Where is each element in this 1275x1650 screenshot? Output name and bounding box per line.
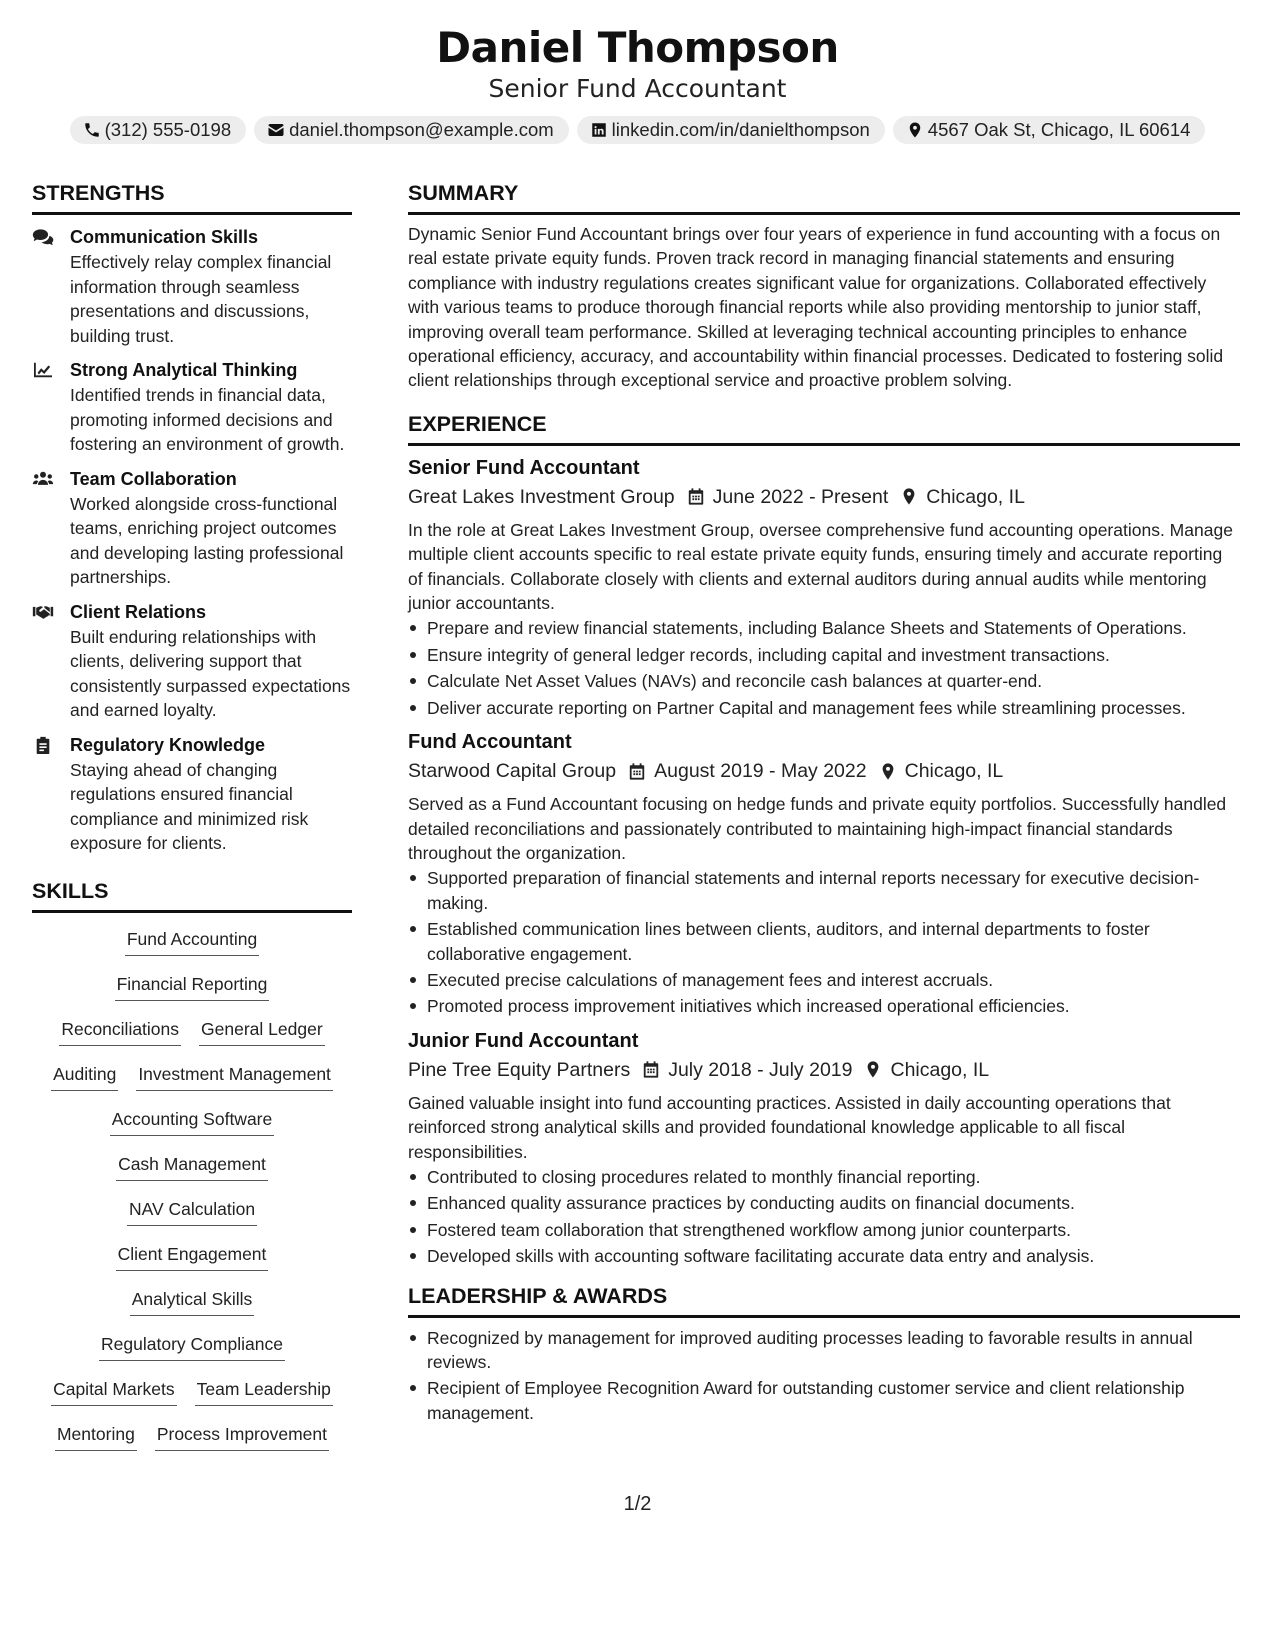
- right-column: [408, 180, 1240, 1427]
- skill-tag: Fund Accounting: [125, 925, 259, 956]
- clipboard-icon: [32, 736, 54, 754]
- address-text: 4567 Oak St, Chicago, IL 60614: [927, 119, 1191, 140]
- strength-description: Effectively relay complex financial information through seamless presentations and discussions, building trust.: [70, 252, 332, 346]
- job-bullet: Prepare and review financial statements, including Balance Sheets and Statements of Operations.: [408, 616, 1240, 640]
- skill-tag: Analytical Skills: [130, 1285, 255, 1316]
- strength-title: Team Collaboration: [70, 468, 237, 489]
- job-bullet: Established communication lines between clients, auditors, and internal departments to foster collaborative engagement.: [408, 917, 1240, 966]
- leadership-heading: LEADERSHIP & AWARDS: [408, 1283, 1240, 1318]
- skill-tag: Accounting Software: [110, 1105, 275, 1136]
- map-marker-icon: [900, 487, 918, 506]
- job-bullets: [408, 616, 1240, 720]
- job-dates: June 2022 - Present: [712, 485, 889, 508]
- contact-phone[interactable]: [70, 116, 247, 144]
- linkedin-text: linkedin.com/in/danielthompson: [611, 119, 870, 140]
- skills-list: [32, 925, 352, 1465]
- job-entry: [408, 1027, 1240, 1269]
- job-description: Served as a Fund Accountant focusing on hedge funds and private equity portfolios. Successfully handled detailed reconciliations and passionately contributed to maintaining high-impact financial standards throughout the organization.: [408, 794, 1227, 863]
- skill-tag: Reconciliations: [59, 1015, 181, 1046]
- strength-item: [32, 600, 352, 723]
- skill-tag: Capital Markets: [51, 1375, 177, 1406]
- job-bullets: [408, 1165, 1240, 1269]
- phone-text: (312) 555-0198: [104, 119, 232, 140]
- job-description: In the role at Great Lakes Investment Group, oversee comprehensive fund accounting operations. Manage multiple client accounts specific to real estate private equity funds, ensuring timely and accurate reporting of financials. Collaborate closely with clients and external auditors during annual audits while mentoring junior accountants.: [408, 519, 1233, 614]
- job-bullet: Promoted process improvement initiatives which increased operational efficiencies.: [408, 994, 1240, 1018]
- skill-tag: Mentoring: [55, 1420, 137, 1451]
- job-role: Junior Fund Accountant: [408, 1029, 639, 1052]
- strength-item: [32, 225, 352, 348]
- job-meta: [408, 1055, 1240, 1085]
- job-bullet: Executed precise calculations of management fees and interest accruals.: [408, 968, 1240, 992]
- job-meta: [408, 482, 1240, 512]
- email-text: daniel.thompson@example.com: [289, 119, 554, 140]
- job-bullet: Developed skills with accounting software facilitating accurate data entry and analysis.: [408, 1244, 1240, 1268]
- contact-email[interactable]: [254, 116, 569, 144]
- summary-text: Dynamic Senior Fund Accountant brings over four years of experience in fund accounting with a focus on real estate private equity funds. Proven track record in managing financial statements and ensuring compliance with industry regulations creates significant value for organizations. Collaborated effectively with various teams to produce thorough financial reports while also providing mentorship to junior staff, improving overall team performance. Skilled at leveraging technical accounting principles to enhance operational efficiency, accuracy, and accountability within financial processes. Dedicated to fostering solid client relationships through exceptional service and proactive problem solving.: [408, 224, 1224, 391]
- handshake-icon: [32, 603, 54, 621]
- contact-address[interactable]: [893, 116, 1206, 144]
- job-company: Pine Tree Equity Partners: [408, 1058, 631, 1081]
- leadership-section: [408, 1283, 1240, 1426]
- left-column: [32, 180, 352, 1465]
- skill-tag: Auditing: [51, 1060, 118, 1091]
- candidate-title: Senior Fund Accountant: [488, 74, 787, 103]
- map-marker-icon: [879, 762, 897, 781]
- skill-tag: NAV Calculation: [127, 1195, 257, 1226]
- strength-item: [32, 467, 352, 590]
- skill-tag: Investment Management: [136, 1060, 333, 1091]
- skill-tag: Regulatory Compliance: [99, 1330, 285, 1361]
- skills-section: [32, 878, 352, 1465]
- strength-item: [32, 733, 352, 856]
- strengths-section: [32, 180, 352, 856]
- summary-section: [408, 180, 1240, 393]
- experience-heading: EXPERIENCE: [408, 411, 1240, 446]
- job-entry: [408, 728, 1240, 1019]
- strength-description: Built enduring relationships with clients, delivering support that consistently surpassed expectations and earned loyalty.: [70, 626, 351, 720]
- contact-linkedin[interactable]: [577, 116, 885, 144]
- experience-section: [408, 411, 1240, 1269]
- summary-heading: SUMMARY: [408, 180, 1240, 215]
- job-role: Senior Fund Accountant: [408, 456, 640, 479]
- resume-header: [0, 22, 1275, 144]
- strength-description: Staying ahead of changing regulations ensured financial compliance and minimized risk exposure for clients.: [70, 759, 309, 853]
- skills-heading: SKILLS: [32, 878, 352, 913]
- skill-tag: Client Engagement: [116, 1240, 269, 1271]
- job-bullets: [408, 866, 1240, 1018]
- map-marker-icon: [864, 1060, 882, 1079]
- calendar-icon: [628, 762, 646, 781]
- strength-description: Identified trends in financial data, promoting informed decisions and fostering an environment of growth.: [70, 385, 345, 454]
- leadership-bullet: Recipient of Employee Recognition Award for outstanding customer service and client relationship management.: [408, 1376, 1240, 1425]
- job-location: Chicago, IL: [926, 485, 1025, 508]
- job-bullet: Supported preparation of financial statements and internal reports necessary for executive decision-making.: [408, 866, 1240, 915]
- job-company: Starwood Capital Group: [408, 760, 617, 783]
- job-role: Fund Accountant: [408, 731, 572, 754]
- skill-tag: Process Improvement: [155, 1420, 329, 1451]
- leadership-bullet: Recognized by management for improved auditing processes leading to favorable results in annual reviews.: [408, 1326, 1240, 1375]
- job-dates: August 2019 - May 2022: [654, 760, 867, 783]
- envelope-icon: [267, 121, 285, 139]
- strength-title: Regulatory Knowledge: [70, 734, 266, 755]
- job-bullet: Fostered team collaboration that strengthened workflow among junior counterparts.: [408, 1218, 1240, 1242]
- chart-line-icon: [32, 361, 54, 379]
- skill-tag: Team Leadership: [195, 1375, 333, 1406]
- strength-description: Worked alongside cross-functional teams, enriching project outcomes and developing lasting professional partnerships.: [70, 493, 344, 587]
- job-location: Chicago, IL: [904, 760, 1004, 783]
- job-bullet: Calculate Net Asset Values (NAVs) and reconcile cash balances at quarter-end.: [408, 669, 1240, 693]
- strength-title: Communication Skills: [70, 227, 259, 247]
- skill-tag: Financial Reporting: [115, 970, 270, 1001]
- job-description: Gained valuable insight into fund accounting practices. Assisted in daily accounting operations that reinforced strong analytical skills and provided foundational knowledge applicable to all fiscal responsibilities.: [408, 1092, 1171, 1162]
- comments-icon: [32, 228, 54, 246]
- strength-title: Client Relations: [70, 601, 207, 622]
- strengths-heading: STRENGTHS: [32, 180, 352, 215]
- job-meta: [408, 756, 1240, 786]
- calendar-icon: [687, 487, 705, 506]
- job-location: Chicago, IL: [890, 1058, 990, 1081]
- contact-bar: [0, 116, 1275, 144]
- map-marker-icon: [906, 121, 924, 139]
- job-company: Great Lakes Investment Group: [408, 485, 675, 508]
- calendar-icon: [642, 1060, 660, 1079]
- linkedin-icon: [590, 121, 608, 139]
- job-bullet: Contributed to closing procedures related to monthly financial reporting.: [408, 1165, 1240, 1189]
- candidate-name: Daniel Thompson: [436, 23, 839, 72]
- skill-tag: General Ledger: [199, 1015, 325, 1046]
- job-bullet: Deliver accurate reporting on Partner Capital and management fees while streamlining processes.: [408, 696, 1240, 720]
- strength-title: Strong Analytical Thinking: [70, 360, 298, 380]
- job-dates: July 2018 - July 2019: [668, 1058, 853, 1081]
- leadership-bullets: [408, 1326, 1240, 1426]
- users-icon: [32, 470, 54, 488]
- strength-item: [32, 358, 352, 457]
- job-bullet: Enhanced quality assurance practices by conducting audits on financial documents.: [408, 1191, 1240, 1215]
- job-bullet: Ensure integrity of general ledger records, including capital and investment transactions.: [408, 643, 1240, 667]
- phone-icon: [83, 121, 101, 139]
- skill-tag: Cash Management: [116, 1150, 268, 1181]
- page-number: 1/2: [623, 1493, 652, 1515]
- job-entry: [408, 454, 1240, 720]
